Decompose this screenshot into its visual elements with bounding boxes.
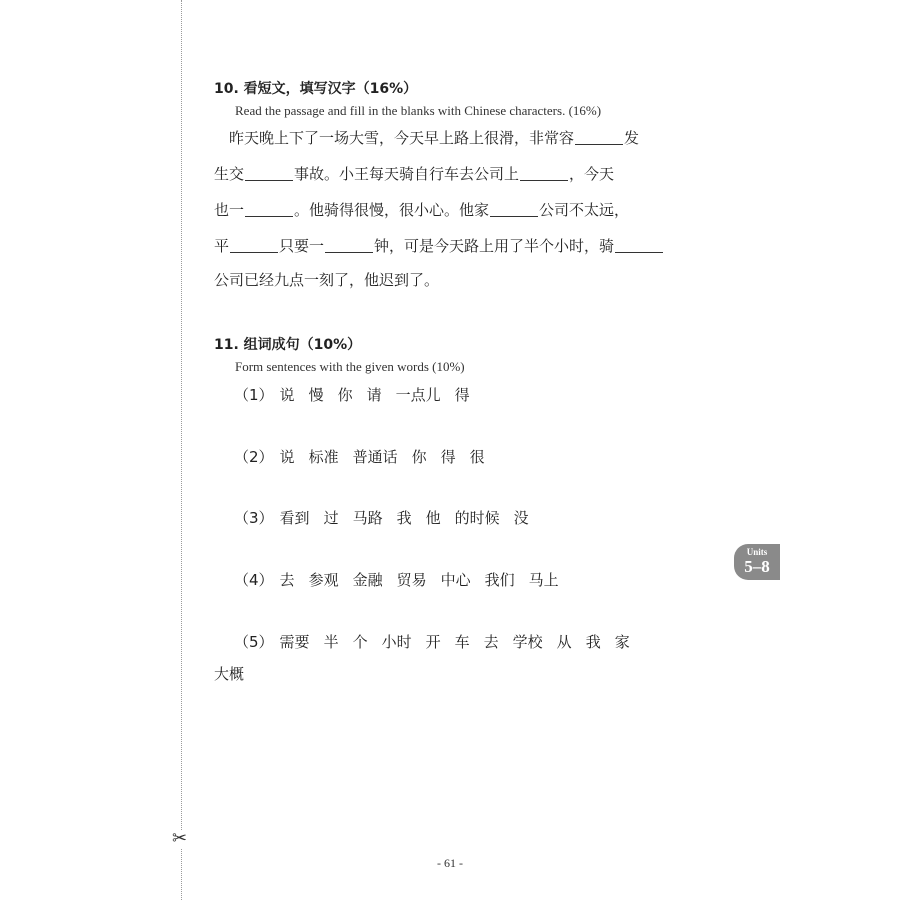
item-word: 他 [425,509,441,527]
item-word: 很 [469,448,485,466]
item-word: 得 [454,386,470,404]
item-word: 你 [411,448,427,466]
scissors-icon: ✂ [172,828,188,849]
item-word: 标准 [308,448,339,466]
blank-5[interactable] [490,200,538,217]
page-number: - 61 - [437,856,463,870]
blank-2[interactable] [245,164,293,181]
item-word: 从 [556,633,572,651]
item-word: 参观 [308,571,339,589]
blank-8[interactable] [615,236,663,253]
item-word: 需要 [279,633,310,651]
blank-7[interactable] [325,236,373,253]
item-word: 中心 [440,571,471,589]
sentence-item-2 [234,447,499,467]
blank-4[interactable] [245,200,293,217]
section-10-title: 10. 看短文，填写汉字（16%） [214,81,418,97]
sentence-item-1 [234,385,484,405]
passage-line-5: 公司已经九点一刻了，他迟到了。 [214,271,440,289]
passage-line-3: 也一 。他骑得很慢，很小心。他家 公司不太远， [214,201,630,219]
item-number: （5） [234,633,274,651]
sentence-item-5 [234,632,644,652]
sentence-item-4 [234,570,573,590]
blank-3[interactable] [520,164,568,181]
units-tab-label: Units [746,547,768,557]
item-word: 小时 [381,633,412,651]
passage-line-2: 生交 事故。小王每天骑自行车去公司上 ，今天 [214,165,615,183]
units-tab-range: 5–8 [744,557,770,576]
item-word: 金融 [352,571,383,589]
section-11-subtitle: Form sentences with the given words (10%) [235,359,465,374]
cut-line [181,0,182,900]
item-word: 马路 [352,509,383,527]
item-word: 一点儿 [395,386,441,404]
item-number: （1） [234,386,274,404]
item-continuation: 大概 [214,665,245,683]
section-10-subtitle: Read the passage and fill in the blanks with Chinese characters. (16%) [235,103,602,118]
item-word: 开 [425,633,441,651]
passage-line-1: 昨天晚上下了一场大雪，今天早上路上很滑，非常容 发 [214,129,640,147]
item-word: 去 [279,571,295,589]
item-word: 我 [585,633,601,651]
item-word: 说 [279,386,295,404]
item-word: 半 [323,633,339,651]
item-number: （2） [234,448,274,466]
item-word: 车 [454,633,470,651]
item-word: 马上 [528,571,559,589]
item-word: 家 [614,633,630,651]
item-word: 贸易 [396,571,427,589]
blank-6[interactable] [230,236,278,253]
units-tab [734,544,780,580]
item-word: 没 [513,509,529,527]
item-word: 过 [323,509,339,527]
item-word: 请 [366,386,382,404]
item-word: 去 [483,633,499,651]
item-word: 我 [396,509,412,527]
section-11-title: 11. 组词成句（10%） [214,337,362,353]
blank-1[interactable] [575,128,623,145]
item-number: （4） [234,571,274,589]
item-word: 你 [337,386,353,404]
sentence-item-3 [234,508,543,528]
item-word: 得 [440,448,456,466]
item-word: 我们 [484,571,515,589]
passage-line-4: 平 只要一 钟，可是今天路上用了半个小时，骑 [214,236,664,256]
item-word: 个 [352,633,368,651]
item-word: 学校 [512,633,543,651]
item-word: 说 [279,448,295,466]
item-number: （3） [234,509,274,527]
item-word: 的时候 [454,509,500,527]
item-word: 普通话 [352,448,398,466]
item-word: 慢 [308,386,324,404]
item-word: 看到 [279,509,310,527]
